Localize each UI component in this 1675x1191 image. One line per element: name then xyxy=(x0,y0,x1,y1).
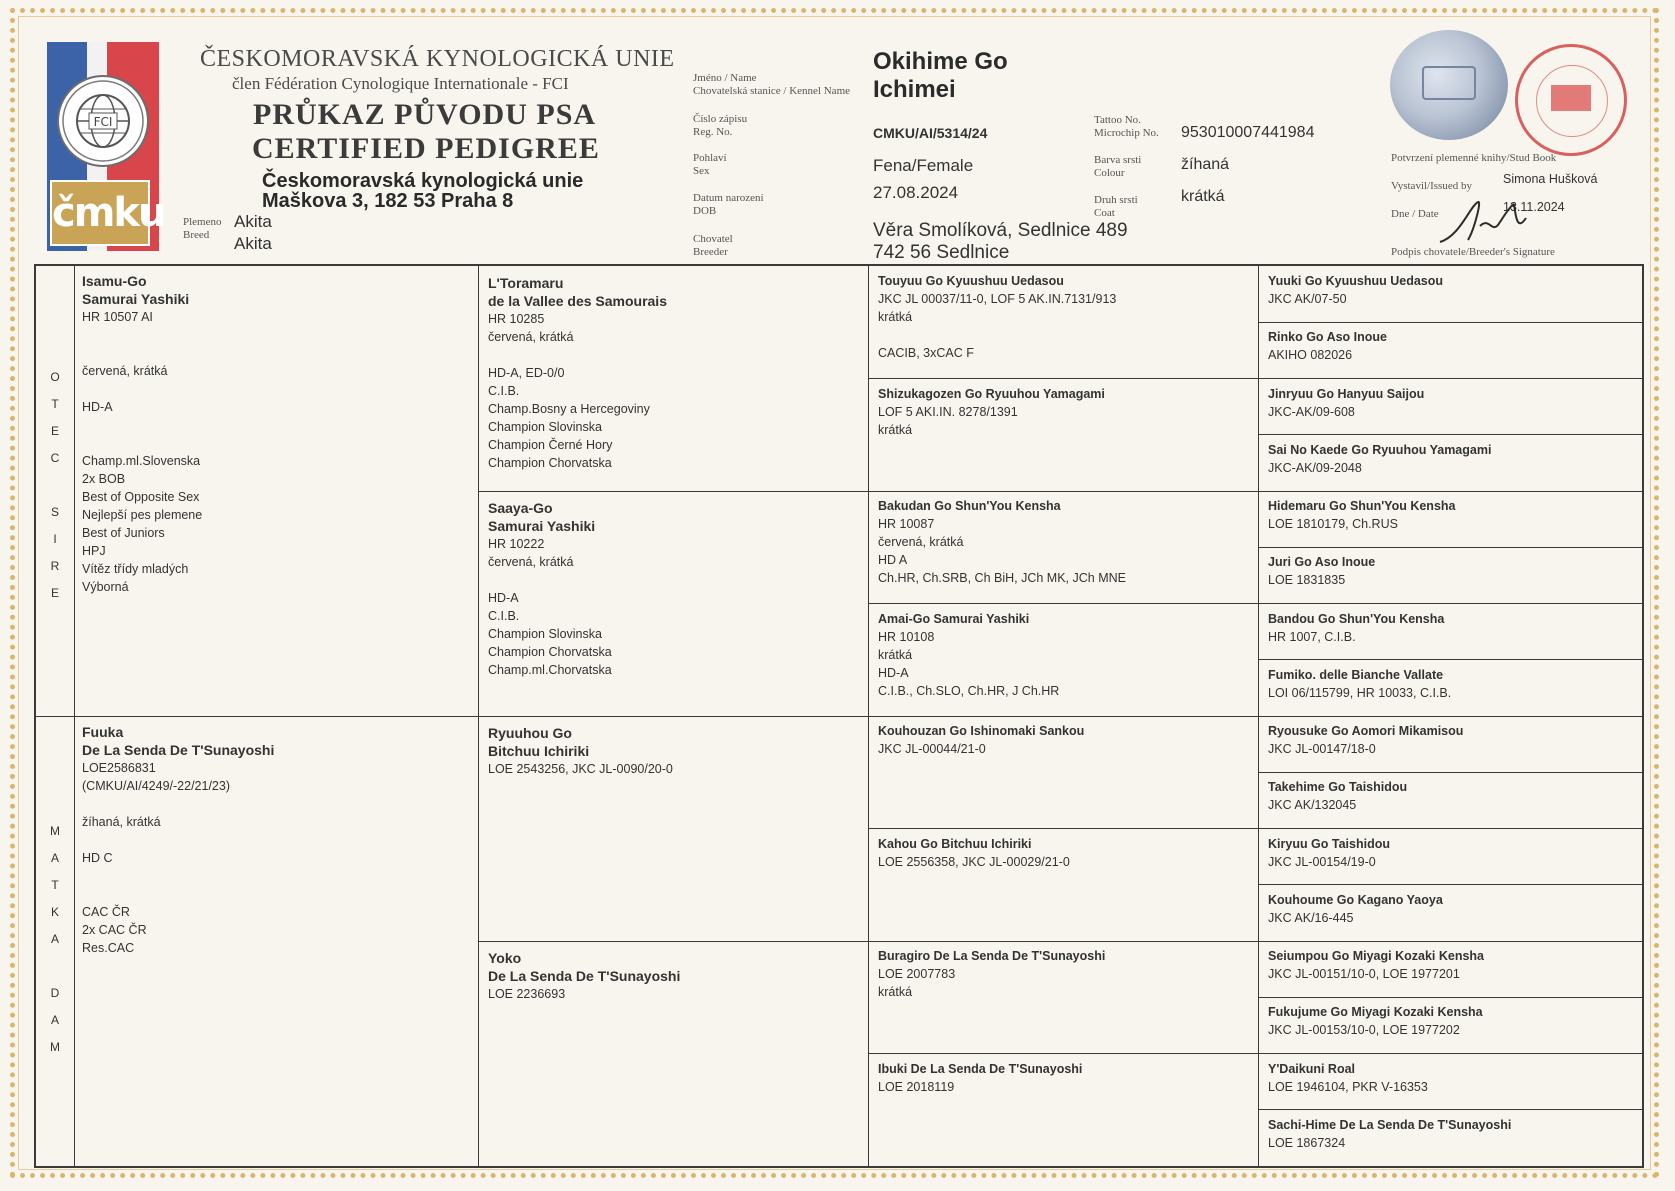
side-letter: M xyxy=(50,1040,60,1054)
dog-name-text: Shizukagozen Go Ryuuhou Yamagami xyxy=(878,387,1105,401)
dog-detail-text: Výborná xyxy=(82,580,129,594)
microchip-value: 953010007441984 xyxy=(1181,124,1315,141)
dog-detail-text: Champion Chorvatska xyxy=(488,645,612,659)
dog-detail-text: HD A xyxy=(878,553,908,567)
dog-detail-text: krátká xyxy=(878,985,913,999)
dog-detail-text: LOE 1946104, PKR V-16353 xyxy=(1268,1080,1428,1094)
dog-detail-text: HD-A xyxy=(878,666,909,680)
side-letter: M xyxy=(50,824,60,838)
dog-name-text: Samurai Yashiki xyxy=(488,518,596,534)
dog-detail-text: JKC AK/07-50 xyxy=(1268,292,1347,306)
great-great-grandparent-cell xyxy=(1268,1003,1483,1039)
dog-name-text: Bandou Go Shun'You Kensha xyxy=(1268,612,1445,626)
cmku-badge xyxy=(50,180,165,246)
side-letter: A xyxy=(50,932,59,946)
dog-detail-text: LOE2586831 xyxy=(82,761,156,775)
dog-detail-text xyxy=(82,416,202,434)
title-english: CERTIFIED PEDIGREE xyxy=(252,132,600,165)
pedigree-table xyxy=(34,264,1644,1168)
dog-detail-text: krátká xyxy=(878,310,913,324)
stamp-logo xyxy=(1551,85,1591,111)
dog-detail-text: JKC JL-00044/21-0 xyxy=(878,742,986,756)
sex-value: Fena/Female xyxy=(873,156,974,175)
dog-detail-text: JKC-AK/09-608 xyxy=(1268,405,1355,419)
logo-text: čmku xyxy=(52,190,165,236)
dog-name-text: Takehime Go Taishidou xyxy=(1268,780,1408,794)
dog-detail-text: LOE 1867324 xyxy=(1268,1136,1346,1150)
great-great-grandparent-cell xyxy=(1268,666,1451,702)
dog-detail-text: HR 10222 xyxy=(488,537,545,551)
dog-name-text: Amai-Go Samurai Yashiki xyxy=(878,612,1030,626)
cmku-logo xyxy=(47,42,165,251)
dog-name-text: Kahou Go Bitchuu Ichiriki xyxy=(878,837,1032,851)
title-czech: PRŮKAZ PŮVODU PSA xyxy=(253,98,597,131)
dog-name-text: Hidemaru Go Shun'You Kensha xyxy=(1268,499,1456,513)
dog-name-text: Samurai Yashiki xyxy=(82,291,190,307)
dog-name-text: Ryuuhou Go xyxy=(488,725,572,741)
dog-detail-text: Champion Chorvatska xyxy=(488,456,612,470)
dog-detail-text: Champion Slovinska xyxy=(488,627,602,641)
dob-value: 27.08.2024 xyxy=(873,183,959,202)
great-great-grandparent-cell xyxy=(1268,328,1387,364)
great-grandparent-cell xyxy=(878,610,1059,700)
hologram-mark xyxy=(1422,66,1476,100)
dog-detail-text: krátká xyxy=(878,423,913,437)
dog-detail-text: JKC JL-00154/19-0 xyxy=(1268,855,1376,869)
dog-detail-text: červená, krátká xyxy=(488,555,574,569)
dog-detail-text: (CMKU/AI/4249/-22/21/23) xyxy=(82,779,230,793)
dog-detail-text xyxy=(878,326,1116,344)
grandparent-cell xyxy=(488,724,673,778)
dog-detail-text: Best of Juniors xyxy=(82,526,165,540)
dog-name-text: Yuuki Go Kyuushuu Uedasou xyxy=(1268,274,1444,288)
dog-detail-text: Res.CAC xyxy=(82,941,135,955)
svg-text:FCI: FCI xyxy=(93,115,113,129)
dog-name-text: Fukujume Go Miyagi Kozaki Kensha xyxy=(1268,1005,1483,1019)
dog-name-text: Seiumpou Go Miyagi Kozaki Kensha xyxy=(1268,949,1485,963)
dog-detail-text xyxy=(82,831,274,849)
dog-detail-text: LOE 2007783 xyxy=(878,967,956,981)
dam-cell xyxy=(82,723,274,957)
side-letter: E xyxy=(50,586,59,600)
dog-detail-text: červená, krátká xyxy=(82,364,168,378)
breeder-signature-label: Podpis chovatele/Breeder's Signature xyxy=(1391,246,1555,258)
dog-detail-text: LOE 1810179, Ch.RUS xyxy=(1268,517,1398,531)
dog-detail-text: JKC AK/132045 xyxy=(1268,798,1357,812)
dog-name-text: Sai No Kaede Go Ryuuhou Yamagami xyxy=(1268,443,1492,457)
dog-detail-text: CACIB, 3xCAC F xyxy=(878,346,974,360)
dog-name-text: Y'Daikuni Roal xyxy=(1268,1062,1356,1076)
side-letter: A xyxy=(50,1013,59,1027)
fci-globe-icon xyxy=(57,75,149,167)
sire-cell xyxy=(82,272,202,596)
grandparent-cell xyxy=(488,949,680,1003)
dog-detail-text: JKC JL 00037/11-0, LOF 5 AK.IN.7131/913 xyxy=(878,292,1117,306)
great-great-grandparent-cell xyxy=(1268,722,1463,758)
dog-detail-text: Champ.ml.Chorvatska xyxy=(488,663,612,677)
dog-detail-text: červená, krátká xyxy=(878,535,964,549)
dog-detail-text: Ch.HR, Ch.SRB, Ch BiH, JCh MK, JCh MNE xyxy=(878,571,1126,585)
dog-detail-text: HD-A, ED-0/0 xyxy=(488,366,565,380)
dog-detail-text: C.I.B., Ch.SLO, Ch.HR, J Ch.HR xyxy=(878,684,1060,698)
dog-name-text: Kouhouzan Go Ishinomaki Sankou xyxy=(878,724,1085,738)
dog-name-text: Bitchuu Ichiriki xyxy=(488,743,590,759)
sex-label: Pohlaví Sex xyxy=(693,152,727,177)
great-great-grandparent-cell xyxy=(1268,441,1491,477)
dog-detail-text: JKC AK/16-445 xyxy=(1268,911,1354,925)
dog-detail-text xyxy=(488,571,612,589)
dog-name-text: Sachi-Hime De La Senda De T'Sunayoshi xyxy=(1268,1118,1512,1132)
dog-name-text: Fuuka xyxy=(82,724,124,740)
dog-name-text: Bakudan Go Shun'You Kensha xyxy=(878,499,1061,513)
dog-detail-text: HR 10108 xyxy=(878,630,935,644)
dog-name-text: Ibuki De La Senda De T'Sunayoshi xyxy=(878,1062,1083,1076)
breeder-label: Chovatel Breeder xyxy=(693,233,733,258)
great-grandparent-cell xyxy=(878,835,1070,871)
great-grandparent-cell xyxy=(878,722,1084,758)
dog-detail-text: CAC ČR xyxy=(82,905,130,919)
dog-detail-text: HPJ xyxy=(82,544,106,558)
dog-detail-text xyxy=(82,885,274,903)
great-grandparent-cell xyxy=(878,947,1105,1001)
dog-name-text: Isamu-Go xyxy=(82,273,147,289)
grandparent-cell xyxy=(488,274,667,472)
reg-label: Číslo zápisu Reg. No. xyxy=(693,113,748,138)
dog-name-text: L'Toramaru xyxy=(488,275,564,291)
dog-name-text: De La Senda De T'Sunayoshi xyxy=(82,742,275,758)
side-letter: T xyxy=(51,878,59,892)
dog-detail-text: C.I.B. xyxy=(488,384,520,398)
dog-name-text: de la Vallee des Samourais xyxy=(488,293,667,309)
dog-detail-text: HR 10087 xyxy=(878,517,935,531)
dog-detail-text xyxy=(82,795,274,813)
great-grandparent-cell xyxy=(878,272,1116,362)
great-great-grandparent-cell xyxy=(1268,385,1424,421)
dog-detail-text: žíhaná, krátká xyxy=(82,815,161,829)
dog-name-line-1: Okihime Go xyxy=(873,48,1008,75)
side-letter: I xyxy=(53,532,57,546)
great-great-grandparent-cell xyxy=(1268,272,1443,308)
great-great-grandparent-cell xyxy=(1268,947,1484,983)
great-great-grandparent-cell xyxy=(1268,497,1455,533)
side-letter: T xyxy=(51,397,59,411)
great-great-grandparent-cell xyxy=(1268,1116,1511,1152)
dog-detail-text: Best of Opposite Sex xyxy=(82,490,200,504)
dog-detail-text: krátká xyxy=(878,648,913,662)
side-letter: A xyxy=(50,851,59,865)
issued-by-label: Vystavil/Issued by xyxy=(1391,180,1472,192)
dog-detail-text: C.I.B. xyxy=(488,609,520,623)
great-great-grandparent-cell xyxy=(1268,1060,1428,1096)
dog-detail-text: LOE 1831835 xyxy=(1268,573,1346,587)
dog-name-text: Kouhoume Go Kagano Yaoya xyxy=(1268,893,1443,907)
dog-detail-text: 2x BOB xyxy=(82,472,126,486)
breeder-line-2: 742 56 Sedlnice xyxy=(873,242,1010,263)
dog-detail-text: HD C xyxy=(82,851,113,865)
side-letter: S xyxy=(50,505,59,519)
grandparent-cell xyxy=(488,499,612,679)
hologram-seal-icon xyxy=(1390,30,1508,140)
dog-detail-text: HD-A xyxy=(82,400,113,414)
dob-label: Datum narození DOB xyxy=(693,192,764,217)
dog-detail-text: HR 1007, C.I.B. xyxy=(1268,630,1356,644)
great-great-grandparent-cell xyxy=(1268,778,1407,814)
coat-label: Druh srsti Coat xyxy=(1094,194,1138,219)
great-grandparent-cell xyxy=(878,385,1105,439)
breed-value-2: Akita xyxy=(234,234,272,253)
side-letter: O xyxy=(50,370,60,384)
dog-detail-text: červená, krátká xyxy=(488,330,574,344)
dog-detail-text: LOE 2556358, JKC JL-00029/21-0 xyxy=(878,855,1070,869)
colour-label: Barva srsti Colour xyxy=(1094,154,1142,179)
dog-name-text: Jinryuu Go Hanyuu Saijou xyxy=(1268,387,1425,401)
dog-detail-text: LOE 2236693 xyxy=(488,987,566,1001)
great-great-grandparent-cell xyxy=(1268,610,1444,646)
dog-name-text: Rinko Go Aso Inoue xyxy=(1268,330,1387,344)
great-great-grandparent-cell xyxy=(1268,891,1443,927)
microchip-label: Tattoo No. Microchip No. xyxy=(1094,114,1159,139)
dog-name-text: Touyuu Go Kyuushuu Uedasou xyxy=(878,274,1064,288)
great-great-grandparent-cell xyxy=(1268,835,1390,871)
dog-detail-text: Nejlepší pes plemene xyxy=(82,508,203,522)
great-great-grandparent-cell xyxy=(1268,553,1375,589)
dog-detail-text xyxy=(82,344,202,362)
studbook-confirm-label: Potvrzení plemenné knihy/Stud Book xyxy=(1391,152,1557,164)
stud-book-stamp-icon xyxy=(1515,44,1627,156)
dog-detail-text: HR 10285 xyxy=(488,312,545,326)
reg-number: CMKU/AI/5314/24 xyxy=(873,125,988,141)
dog-detail-text: HD-A xyxy=(488,591,519,605)
breed-value-1: Akita xyxy=(234,212,272,231)
org-title: ČESKOMORAVSKÁ KYNOLOGICKÁ UNIE xyxy=(200,46,675,72)
dog-detail-text: LOE 2543256, JKC JL-0090/20-0 xyxy=(488,762,673,776)
dog-detail-text: LOF 5 AKI.IN. 8278/1391 xyxy=(878,405,1018,419)
date-label: Dne / Date xyxy=(1391,208,1439,220)
dog-detail-text: LOI 06/115799, HR 10033, C.I.B. xyxy=(1268,686,1452,700)
dog-name-text: Saaya-Go xyxy=(488,500,553,516)
dog-detail-text: Champ.Bosny a Hercegoviny xyxy=(488,402,650,416)
dog-detail-text: Champion Slovinska xyxy=(488,420,602,434)
signature-icon xyxy=(1430,196,1550,248)
side-letter: E xyxy=(50,424,59,438)
dog-name-line-2: Ichimei xyxy=(873,76,956,103)
dog-name-text: De La Senda De T'Sunayoshi xyxy=(488,968,681,984)
side-letter: D xyxy=(50,986,60,1000)
dog-name-text: Kiryuu Go Taishidou xyxy=(1268,837,1390,851)
dog-detail-text: JKC-AK/09-2048 xyxy=(1268,461,1362,475)
dog-detail-text: 2x CAC ČR xyxy=(82,923,147,937)
dog-detail-text: AKIHO 082026 xyxy=(1268,348,1353,362)
breed-label: Plemeno Breed xyxy=(183,216,222,241)
dog-detail-text: JKC JL-00147/18-0 xyxy=(1268,742,1376,756)
dog-name-text: Yoko xyxy=(488,950,522,966)
fci-membership: člen Fédération Cynologique Internationale - FCI xyxy=(232,74,569,93)
address-line-1: Českomoravská kynologická unie xyxy=(262,170,584,192)
dog-detail-text xyxy=(82,326,202,344)
dog-detail-text: Champ.ml.Slovenska xyxy=(82,454,201,468)
great-grandparent-cell xyxy=(878,1060,1082,1096)
coat-value: krátká xyxy=(1181,188,1225,205)
dog-detail-text: JKC JL-00153/10-0, LOE 1977202 xyxy=(1268,1023,1460,1037)
dog-name-text: Fumiko. delle Bianche Vallate xyxy=(1268,668,1444,682)
issued-by-value: Simona Hušková xyxy=(1503,172,1598,186)
dog-detail-text xyxy=(82,867,274,885)
dog-detail-text: Champion Černé Hory xyxy=(488,438,613,452)
colour-value: žíhaná xyxy=(1181,156,1230,173)
dog-detail-text xyxy=(488,346,667,364)
address-line-2: Maškova 3, 182 53 Praha 8 xyxy=(262,190,514,212)
dog-name-text: Buragiro De La Senda De T'Sunayoshi xyxy=(878,949,1106,963)
great-grandparent-cell xyxy=(878,497,1126,587)
dog-detail-text: JKC JL-00151/10-0, LOE 1977201 xyxy=(1268,967,1460,981)
side-letter: C xyxy=(50,451,60,465)
dog-detail-text: Vítěz třídy mladých xyxy=(82,562,189,576)
dog-name-text: Ryousuke Go Aomori Mikamisou xyxy=(1268,724,1464,738)
dog-detail-text: HR 10507 AI xyxy=(82,310,153,324)
side-letter: R xyxy=(50,559,60,573)
issue-date-value: 13.11.2024 xyxy=(1503,200,1565,214)
breeder-line-1: Věra Smolíková, Sedlnice 489 xyxy=(873,220,1128,241)
dog-detail-text: LOE 2018119 xyxy=(878,1080,955,1094)
side-letter: K xyxy=(50,905,59,919)
dog-detail-text xyxy=(82,434,202,452)
dog-name-text: Juri Go Aso Inoue xyxy=(1268,555,1376,569)
dog-detail-text xyxy=(82,380,202,398)
name-label: Jméno / Name Chovatelská stanice / Kennel Name xyxy=(693,72,851,97)
